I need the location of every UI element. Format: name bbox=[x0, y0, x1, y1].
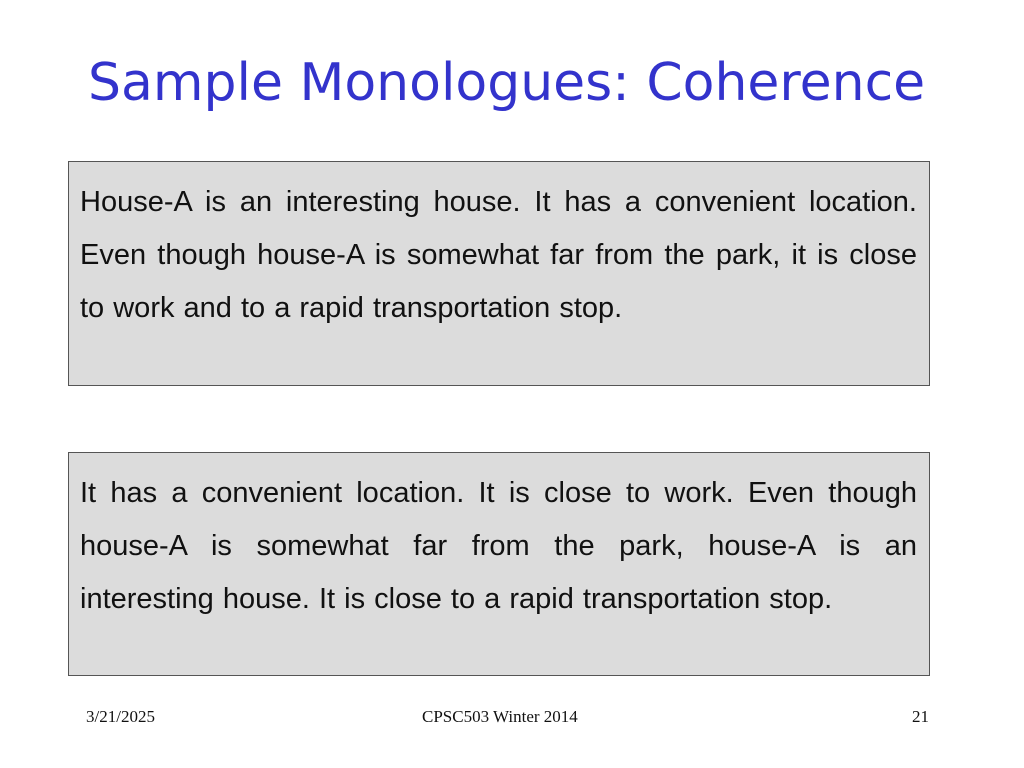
monologue-box-2 bbox=[68, 452, 930, 676]
monologue-box-1 bbox=[68, 161, 930, 386]
footer-course: CPSC503 Winter 2014 bbox=[422, 707, 578, 726]
slide-title: Sample Monologues: Coherence bbox=[88, 53, 926, 113]
monologue-text-1: House-A is an interesting house. It has a convenient location. Even though house-A is somewhat far from the park, it is close to work and to a rapid transportation stop. bbox=[80, 186, 917, 324]
monologue-text-2: It has a convenient location. It is close to work. Even though house-A is somewhat far from the park, house-A is an interesting house. It is close to a rapid transportation stop. bbox=[80, 477, 917, 615]
footer-page-number: 21 bbox=[912, 707, 929, 726]
footer-date: 3/21/2025 bbox=[86, 707, 155, 726]
